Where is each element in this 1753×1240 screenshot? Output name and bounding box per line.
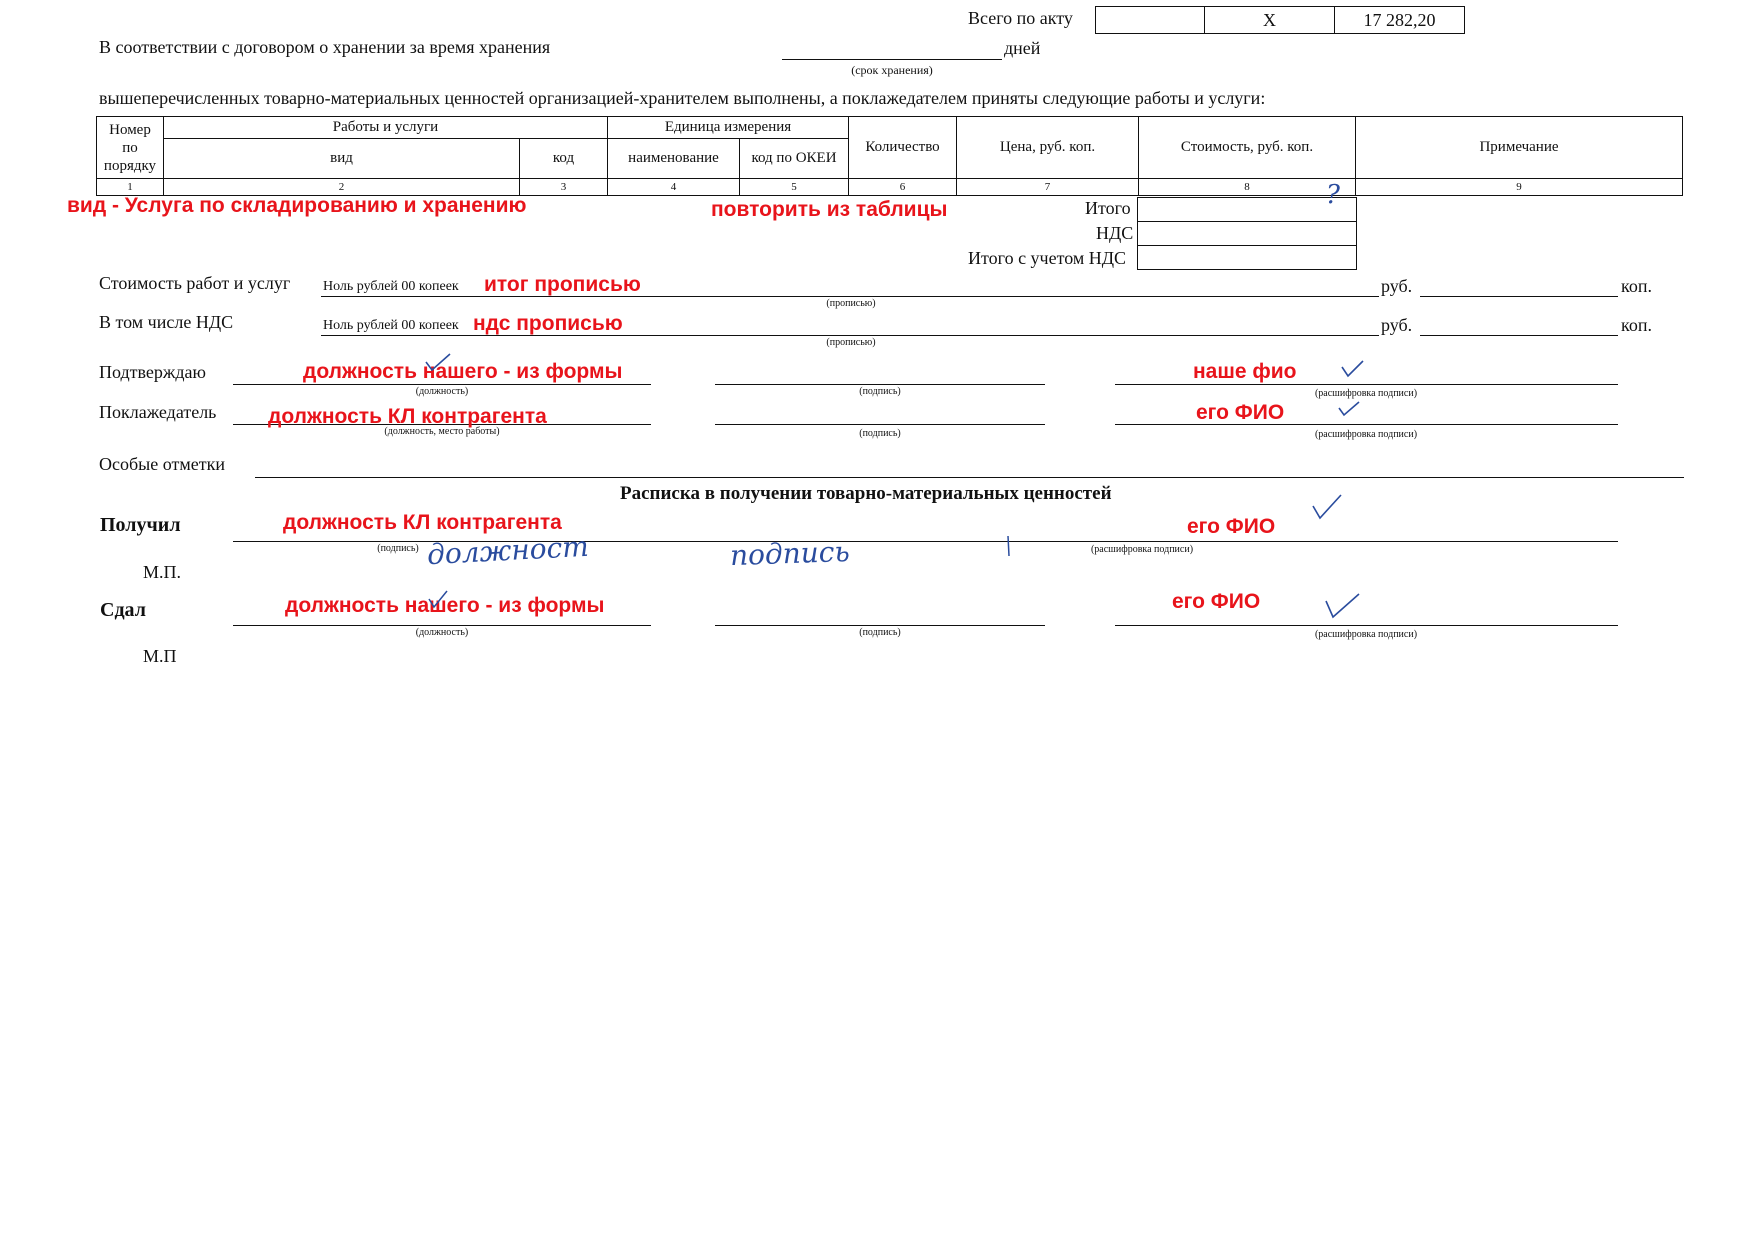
receipt-title: Расписка в получении товарно-материальных ценностей	[620, 483, 1112, 504]
itogo-nds-label: Итого с учетом НДС	[968, 248, 1127, 268]
col-num-6: 6	[849, 179, 957, 196]
check-mark-icon	[1310, 492, 1344, 522]
annotation-handed-name: его ФИО	[1172, 590, 1261, 613]
annotation-received-position: должность КЛ контрагента	[283, 511, 562, 534]
confirm-decode-hint: (расшифровка подписи)	[1314, 388, 1418, 399]
handed-label: Сдал	[100, 599, 146, 621]
total-by-act-label: Всего по акту	[968, 8, 1073, 28]
col-num-5: 5	[740, 179, 849, 196]
total-box-cell-1	[1096, 7, 1205, 34]
vat-kop: коп.	[1621, 315, 1652, 335]
confirm-signature-line	[715, 384, 1045, 385]
handwritten-question: ?	[1326, 180, 1340, 210]
cost-rub: руб.	[1381, 276, 1413, 296]
handwritten-position: должност	[426, 529, 590, 572]
itogo-label: Итого	[1085, 198, 1131, 218]
col-num-3: 3	[520, 179, 608, 196]
header-cost: Стоимость, руб. коп.	[1139, 117, 1356, 179]
handed-position-hint: (должность)	[415, 627, 469, 638]
vat-value: Ноль рублей 00 копеек	[323, 318, 459, 333]
cost-value: Ноль рублей 00 копеек	[323, 279, 459, 294]
header-qty: Количество	[849, 117, 957, 179]
cost-written-hint: (прописью)	[826, 298, 876, 309]
annotation-total-words: итог прописью	[484, 273, 641, 296]
col-num-2: 2	[164, 179, 520, 196]
total-by-act-box	[1095, 6, 1465, 34]
annotation-received-name: его ФИО	[1187, 515, 1276, 538]
total-box-cell-x: X	[1205, 7, 1335, 34]
received-decode-hint: (расшифровка подписи)	[1090, 544, 1194, 555]
cost-kop-line	[1420, 296, 1618, 297]
total-box-amount: 17 282,20	[1335, 7, 1465, 34]
special-marks-label: Особые отметки	[99, 454, 225, 474]
vat-label: В том числе НДС	[99, 312, 234, 332]
handed-position-line	[233, 625, 651, 626]
totals-box	[1137, 197, 1357, 270]
depositor-position-hint: (должность, место работы)	[384, 426, 500, 437]
check-mark-icon	[1322, 591, 1362, 621]
col-num-9: 9	[1356, 179, 1683, 196]
storage-hint: (срок хранения)	[851, 63, 933, 77]
check-mark-icon	[1339, 358, 1365, 380]
depositor-decode-hint: (расшифровка подписи)	[1314, 429, 1418, 440]
handed-decode-line	[1115, 625, 1618, 626]
column-number-row	[97, 179, 1683, 196]
confirm-position-line	[233, 384, 651, 385]
itogo-cell	[1138, 198, 1357, 222]
nds-label: НДС	[1096, 223, 1134, 243]
check-mark-icon	[427, 589, 449, 611]
depositor-decode-line	[1115, 424, 1618, 425]
depositor-signature-line	[715, 424, 1045, 425]
col-num-1: 1	[97, 179, 164, 196]
col-num-8: 8	[1139, 179, 1356, 196]
header-code: код	[520, 139, 608, 179]
annotation-his-name: его ФИО	[1196, 401, 1285, 424]
vat-kop-line	[1420, 335, 1618, 336]
confirm-decode-line	[1115, 384, 1618, 385]
itogo-nds-cell	[1138, 246, 1357, 270]
header-number: Номер по порядку	[97, 117, 164, 179]
vat-written-hint: (прописью)	[826, 337, 876, 348]
header-okei: код по ОКЕИ	[740, 139, 849, 179]
received-sign-hint: (подпись)	[377, 543, 419, 554]
nds-cell	[1138, 222, 1357, 246]
confirm-signature-hint: (подпись)	[859, 386, 901, 397]
depositor-signature-hint: (подпись)	[859, 428, 901, 439]
col-num-4: 4	[608, 179, 740, 196]
annotation-repeat: повторить из таблицы	[711, 198, 948, 221]
cost-kop: коп.	[1621, 276, 1652, 296]
annotation-our-position: должность нашего - из формы	[303, 360, 623, 383]
cost-line	[321, 296, 1379, 297]
mp-1: М.П.	[143, 562, 182, 582]
annotation-kind: вид - Услуга по складированию и хранению	[67, 194, 527, 217]
annotation-cp-position: должность КЛ контрагента	[268, 405, 547, 428]
annotation-handed-position: должность нашего - из формы	[285, 594, 605, 617]
handwritten-signature: подпись	[729, 534, 851, 573]
header-unit: Единица измерения	[608, 117, 849, 139]
col-num-7: 7	[957, 179, 1139, 196]
check-mark-icon	[1336, 400, 1362, 418]
annotation-our-name: наше фио	[1193, 360, 1297, 383]
header-price: Цена, руб. коп.	[957, 117, 1139, 179]
header-note: Примечание	[1356, 117, 1683, 179]
confirm-position-hint: (должность)	[415, 386, 469, 397]
received-label: Получил	[100, 514, 181, 536]
days-label: дней	[1004, 38, 1041, 58]
works-table	[96, 116, 1683, 196]
header-unit-name: наименование	[608, 139, 740, 179]
special-marks-line	[255, 477, 1684, 478]
annotation-vat-words: ндс прописью	[473, 312, 623, 335]
handed-signature-hint: (подпись)	[859, 627, 901, 638]
depositor-label: Поклажедатель	[99, 402, 217, 422]
intro-line-1: В соответствии с договором о хранении за время хранения	[99, 37, 551, 57]
storage-days-line	[782, 59, 1002, 60]
confirm-label: Подтверждаю	[99, 362, 206, 382]
cost-label: Стоимость работ и услуг	[99, 273, 291, 293]
handed-decode-hint: (расшифровка подписи)	[1314, 629, 1418, 640]
header-works: Работы и услуги	[164, 117, 608, 139]
handed-signature-line	[715, 625, 1045, 626]
pen-stroke-icon	[1003, 534, 1013, 558]
mp-2: М.П	[143, 646, 177, 666]
vat-rub: руб.	[1381, 315, 1413, 335]
header-kind: вид	[164, 139, 520, 179]
check-mark-icon	[423, 352, 453, 374]
intro-line-2: вышеперечисленных товарно-материальных ценностей организацией-хранителем выполнены, а поклажедателем приняты следующие работы и услуги:	[99, 88, 1266, 108]
